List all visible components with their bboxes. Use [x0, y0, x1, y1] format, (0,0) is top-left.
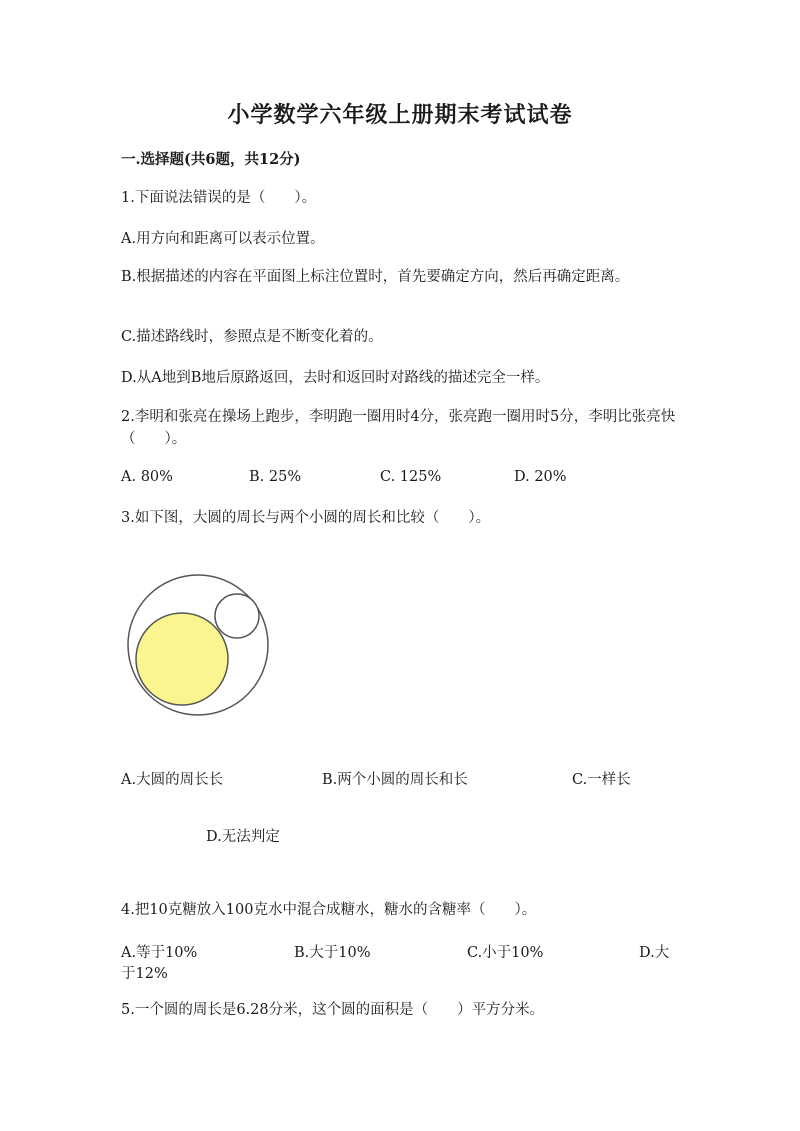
q4-option-d: D.大: [639, 945, 670, 961]
q1-option-c: C.描述路线时，参照点是不断变化着的。: [121, 329, 383, 345]
q1-stem: 1.下面说法错误的是（ ）。: [121, 190, 317, 206]
q4-option-d-continued: 于12%: [121, 966, 168, 982]
q2-option-c: C. 125%: [380, 469, 442, 485]
q5-stem: 5.一个圆的周长是6.28分米，这个圆的面积是（ ）平方分米。: [121, 1002, 545, 1018]
yellow-circle: [136, 613, 228, 705]
q1-option-b: B.根据描述的内容在平面图上标注位置时，首先要确定方向，然后再确定距离。: [121, 269, 630, 285]
small-circle: [215, 594, 259, 638]
q2-option-b: B. 25%: [249, 469, 302, 485]
q2-option-a: A. 80%: [121, 469, 173, 485]
q3-option-a: A.大圆的周长长: [121, 772, 224, 788]
section-heading: 一.选择题(共6题，共12分): [121, 151, 301, 168]
q3-option-d: D.无法判定: [206, 829, 280, 845]
q2-stem: 2.李明和张亮在操场上跑步，李明跑一圈用时4分，张亮跑一圈用时5分，李明比张亮快（ ）。: [121, 409, 676, 447]
q4-stem: 4.把10克糖放入100克水中混合成糖水，糖水的含糖率（ ）。: [121, 902, 537, 918]
q1-option-d: D.从A地到B地后原路返回，去时和返回时对路线的描述完全一样。: [121, 370, 550, 386]
q4-option-a: A.等于10%: [121, 945, 198, 961]
q4-option-b: B.大于10%: [294, 945, 371, 961]
q3-stem: 3.如下图，大圆的周长与两个小圆的周长和比较（ ）。: [121, 510, 491, 526]
q2-option-d: D. 20%: [514, 469, 567, 485]
q1-option-a: A.用方向和距离可以表示位置。: [121, 231, 325, 247]
q4-option-c: C.小于10%: [467, 945, 544, 961]
q3-option-b: B.两个小圆的周长和长: [322, 772, 468, 788]
circles-figure: [127, 573, 277, 718]
page-title: 小学数学六年级上册期末考试试卷: [227, 102, 573, 128]
q3-option-c: C.一样长: [572, 772, 631, 788]
